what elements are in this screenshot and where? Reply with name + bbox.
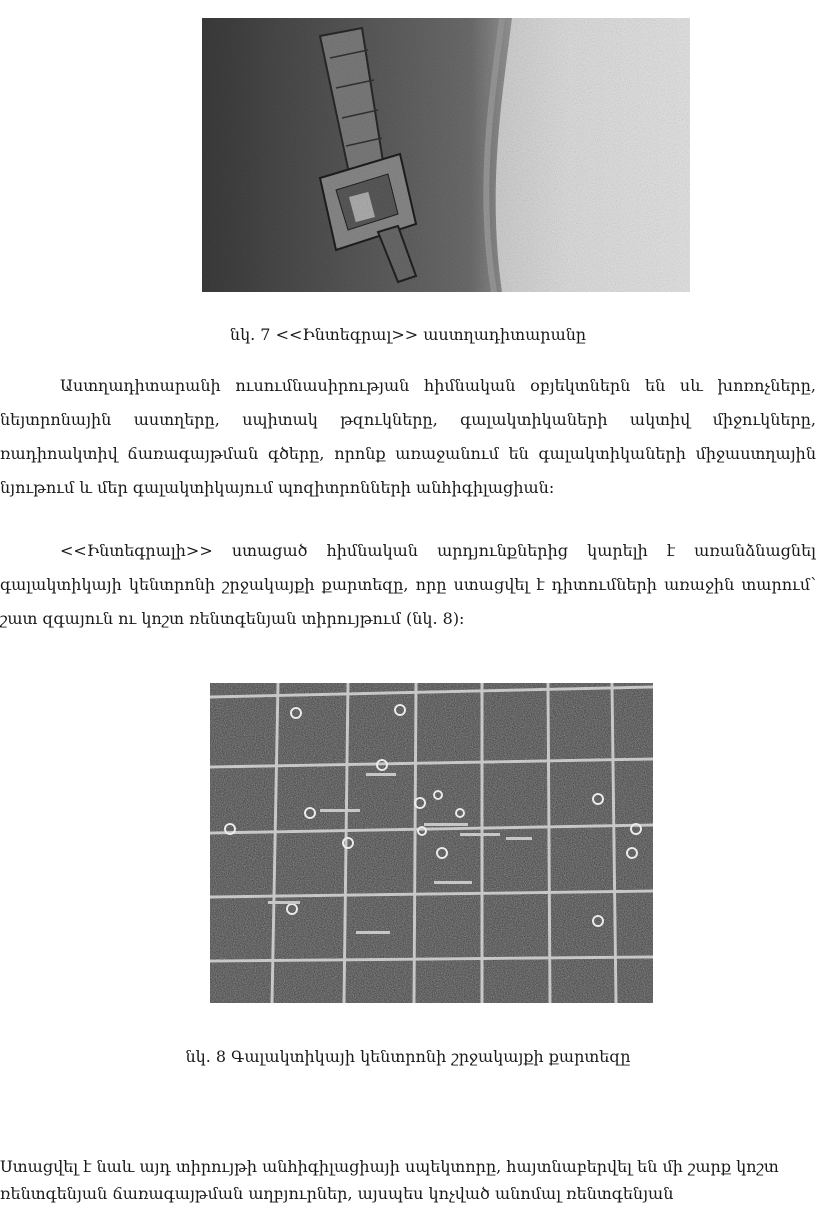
paragraph-line: շատ զգայուն ու կոշտ ռենտգենյան տիրույթում (նկ. 8): xyxy=(0,609,465,628)
paragraph-spectrum xyxy=(0,1150,816,1211)
paragraph-line: նեյտրոնային աստղերը, սպիտակ թզուկները, գալակտիկաների ակտիվ միջուկները, xyxy=(0,410,816,429)
paragraph-line: Աստղադիտարանի ուսումնասիրության հիմնական օբյեկտներն են սև խոռոչները, xyxy=(60,376,816,395)
galactic-center-map xyxy=(210,683,653,1003)
paragraph-main-results xyxy=(0,534,816,636)
satellite-photo xyxy=(202,18,690,292)
paragraph-line: <<Ինտեգրալի>> ստացած հիմնական արդյունքներից կարելի է առանձնացնել xyxy=(60,541,816,560)
paragraph-line: ռադիոակտիվ ճառագայթման գծերը, որոնք առաջանում են գալակտիկաների միջաստղային xyxy=(0,444,816,463)
paragraph-line: գալակտիկայի կենտրոնի շրջակայքի քարտեզը, որը ստացվել է դիտումների առաջին տարում՝ xyxy=(0,575,816,594)
figure-7-caption: նկ. 7 <<Ինտեգրալ>> աստղադիտարանը xyxy=(229,325,587,344)
paragraph-line: Ստացվել է նաև այդ տիրույթի անհիգիլացիայի սպեկտորը, հայտնաբերվել են մի շարք կոշտ xyxy=(0,1157,779,1176)
figure-8-caption: նկ. 8 Գալակտիկայի կենտրոնի շրջակայքի քարտեզը xyxy=(185,1047,631,1066)
paragraph-line: ռենտգենյան ճառագայթման աղբյուրներ, այսպես կոչված անոմալ ռենտգենյան xyxy=(0,1184,674,1203)
paragraph-line: նյութում և մեր գալակտիկայում պոզիտրոնների անհիգիլացիան: xyxy=(0,478,555,497)
paragraph-observatory-objects xyxy=(0,369,816,505)
